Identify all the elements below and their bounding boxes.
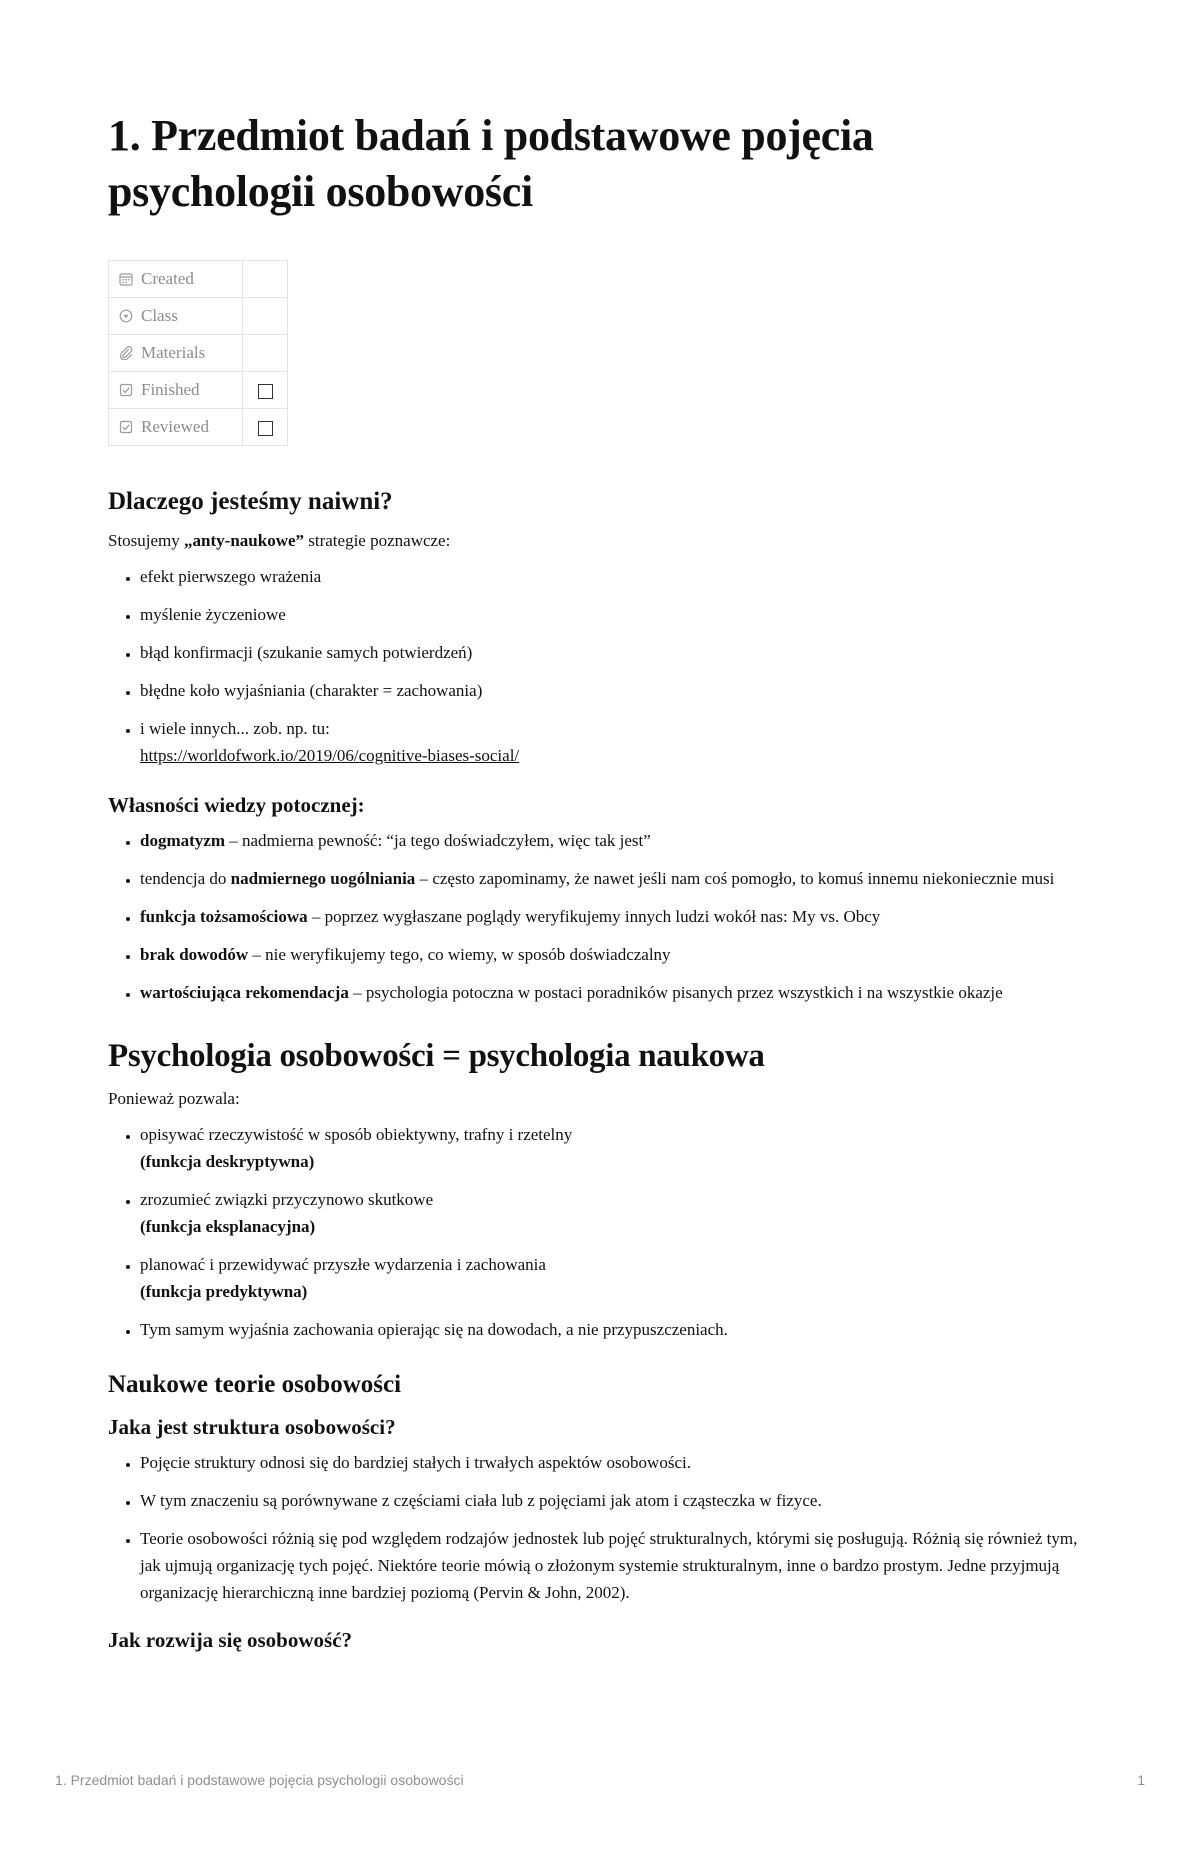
section-heading: Naukowe teorie osobowości (108, 1371, 402, 1398)
finished-checkbox[interactable] (258, 384, 273, 399)
paperclip-icon (119, 346, 133, 360)
page-number: 1 (1137, 1772, 1145, 1788)
list-item: • funkcja tożsamościowa – poprzez wygłaszane poglądy weryfikujemy innych ludzi wokół nas: My vs. Obcy (140, 903, 1088, 930)
property-row-finished[interactable] (109, 372, 288, 409)
list-item: • brak dowodów – nie weryfikujemy tego, co wiemy, w sposób doświadczalny (140, 941, 1088, 968)
list-item: • dogmatyzm – nadmierna pewność: “ja tego doświadczyłem, więc tak jest” (140, 827, 1088, 854)
list-item: • Pojęcie struktury odnosi się do bardziej stałych i trwałych aspektów osobowości. (140, 1449, 1088, 1476)
paragraph: Stosujemy „anty-naukowe” strategie poznawcze: (108, 531, 451, 550)
bulleted-list (108, 563, 1088, 769)
select-icon (119, 309, 133, 323)
list-item: • zrozumieć związki przyczynowo skutkowe (funkcja eksplanacyjna) (140, 1186, 1088, 1240)
property-row-materials[interactable] (109, 335, 288, 372)
subsection-heading: Jaka jest struktura osobowości? (108, 1415, 396, 1439)
checkbox-icon (119, 383, 133, 397)
property-row-created[interactable] (109, 261, 288, 298)
list-item: • Tym samym wyjaśnia zachowania opierając się na dowodach, a nie przypuszczeniach. (140, 1316, 1088, 1343)
property-label: Created (141, 269, 194, 288)
property-value[interactable] (243, 335, 288, 372)
property-value[interactable] (243, 261, 288, 298)
list-item: • W tym znaczeniu są porównywane z częściami ciała lub z pojęciami jak atom i cząsteczka w fizyce. (140, 1487, 1088, 1514)
list-item: • wartościująca rekomendacja – psychologia potoczna w postaci poradników pisanych przez wszystkich i na wszystkie okazje (140, 979, 1088, 1006)
property-label: Materials (141, 343, 206, 362)
page-content (108, 108, 1088, 1662)
list-item: • tendencja do nadmiernego uogólniania – często zapominamy, że nawet jeśli nam coś pomogło, to komuś innemu niekoniecznie musi (140, 865, 1088, 892)
page-footer (55, 1772, 1145, 1788)
footer-title: 1. Przedmiot badań i podstawowe pojęcia psychologii osobowości (55, 1772, 464, 1788)
section-heading: Własności wiedzy potocznej: (108, 793, 365, 817)
property-label: Finished (141, 380, 200, 399)
list-item: • błędne koło wyjaśniania (charakter = zachowania) (140, 677, 1088, 704)
list-item: • opisywać rzeczywistość w sposób obiektywny, trafny i rzetelny (funkcja deskryptywna) (140, 1121, 1088, 1175)
property-row-reviewed[interactable] (109, 409, 288, 446)
reviewed-checkbox[interactable] (258, 421, 273, 436)
paragraph: Ponieważ pozwala: (108, 1089, 240, 1108)
page-title: 1. Przedmiot badań i podstawowe pojęcia psychologii osobowości (108, 111, 874, 216)
list-item: • błąd konfirmacji (szukanie samych potwierdzeń) (140, 639, 1088, 666)
bulleted-list (108, 1449, 1088, 1606)
section-heading: Dlaczego jesteśmy naiwni? (108, 488, 393, 515)
bulleted-list (108, 827, 1088, 1006)
list-item: • Teorie osobowości różnią się pod względem rodzajów jednostek lub pojęć strukturalnych, którymi się posługują. Różnią się również tym, jak ujmują organizację tych pojęć. Niektóre teorie mówią o złożonym systemie strukturalnym, inne o bardzo prostym. Jedne przyjmują organizację hierarchiczną inne bardziej poziomą (Pervin & John, 2002). (140, 1525, 1088, 1606)
checkbox-icon (119, 420, 133, 434)
property-label: Reviewed (141, 417, 209, 436)
list-item: • efekt pierwszego wrażenia (140, 563, 1088, 590)
properties-table (108, 260, 288, 446)
list-item: • planować i przewidywać przyszłe wydarzenia i zachowania (funkcja predyktywna) (140, 1251, 1088, 1305)
property-value[interactable] (243, 298, 288, 335)
cognitive-biases-link[interactable]: https://worldofwork.io/2019/06/cognitive-biases-social/ (140, 746, 520, 765)
bulleted-list (108, 1121, 1088, 1343)
subsection-heading: Jak rozwija się osobowość? (108, 1628, 353, 1652)
section-heading: Psychologia osobowości = psychologia naukowa (108, 1038, 765, 1074)
property-label: Class (141, 306, 178, 325)
property-row-class[interactable] (109, 298, 288, 335)
calendar-icon (119, 272, 133, 286)
list-item: • i wiele innych... zob. np. tu: https://worldofwork.io/2019/06/cognitive-biases-social/ (140, 715, 1088, 769)
list-item: • myślenie życzeniowe (140, 601, 1088, 628)
